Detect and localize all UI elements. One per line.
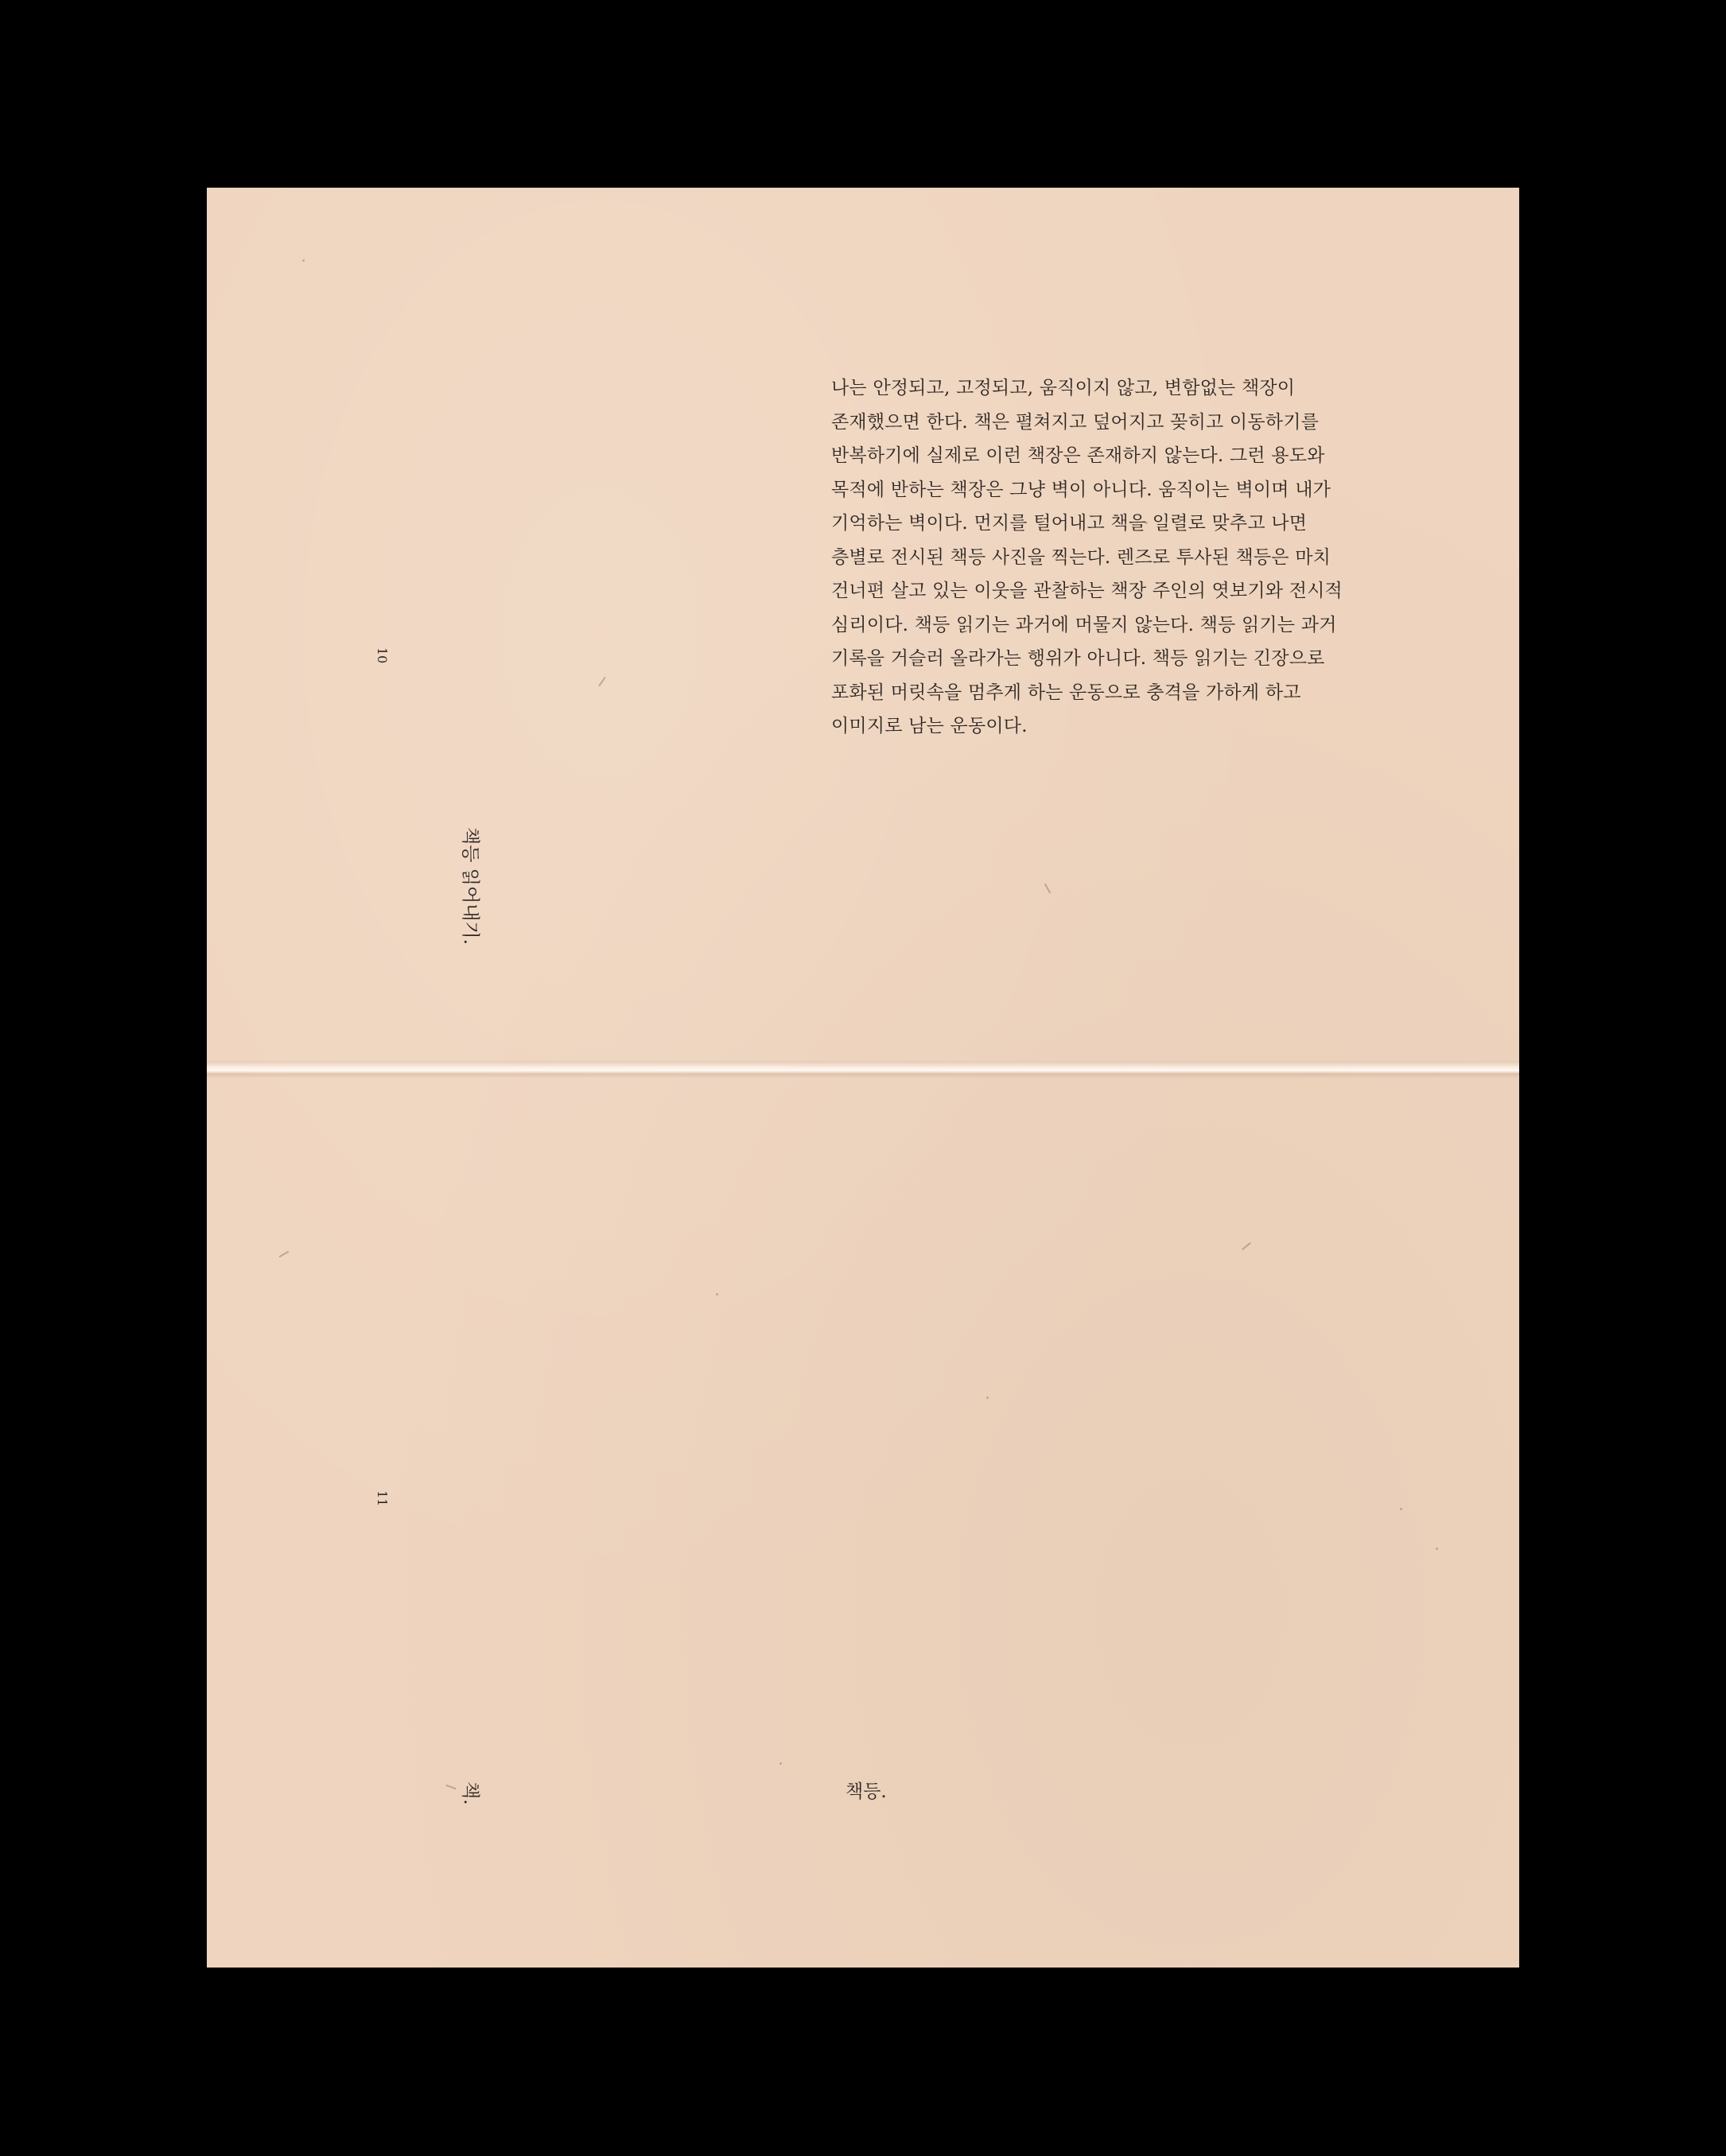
paper-fiber — [302, 259, 305, 262]
body-line: 건너편 살고 있는 이웃을 관찰하는 책장 주인의 엿보기와 전시적 — [831, 581, 1343, 601]
body-line: 목적에 반하는 책장은 그냥 벽이 아니다. 움직이는 벽이며 내가 — [831, 479, 1331, 500]
body-line: 기억하는 벽이다. 먼지를 털어내고 책을 일렬로 맞추고 나면 — [831, 513, 1308, 534]
body-paragraph — [831, 371, 1436, 744]
vertical-book-label: 책. — [460, 1781, 480, 1805]
paper-fiber — [1044, 883, 1052, 893]
paper-fiber — [1436, 1548, 1438, 1550]
page-number-11: 11 — [375, 1490, 390, 1507]
paper-sheet — [207, 188, 1519, 1968]
bottom-caption: 책등. — [846, 1781, 887, 1802]
body-line: 층별로 전시된 책등 사진을 찍는다. 렌즈로 투사된 책등은 마치 — [831, 546, 1331, 568]
paper-fiber — [1242, 1242, 1251, 1251]
paper-fiber — [986, 1397, 989, 1399]
paper-fiber — [716, 1293, 718, 1296]
body-line: 포화된 머릿속을 멈추게 하는 운동으로 충격을 가하게 하고 — [831, 682, 1301, 703]
vertical-title: 책등 읽어내기. — [460, 827, 480, 945]
paper-fiber — [278, 1251, 289, 1258]
page-number-10: 10 — [375, 647, 390, 664]
paper-fiber — [779, 1762, 782, 1765]
body-line: 존재했으면 한다. 책은 펼쳐지고 덮어지고 꽂히고 이동하기를 — [831, 411, 1320, 433]
body-line: 기록을 거슬러 올라가는 행위가 아니다. 책등 읽기는 긴장으로 — [831, 648, 1325, 669]
paper-fold-crease — [207, 1061, 1519, 1078]
body-line: 나는 안정되고, 고정되고, 움직이지 않고, 변함없는 책장이 — [831, 378, 1296, 398]
paper-fiber — [1400, 1508, 1402, 1510]
body-line: 심리이다. 책등 읽기는 과거에 머물지 않는다. 책등 읽기는 과거 — [831, 614, 1337, 635]
body-line: 반복하기에 실제로 이런 책장은 존재하지 않는다. 그런 용도와 — [831, 445, 1325, 466]
paper-fiber — [445, 1785, 457, 1790]
paper-fiber — [598, 677, 606, 687]
body-line: 이미지로 남는 운동이다. — [831, 716, 1028, 736]
